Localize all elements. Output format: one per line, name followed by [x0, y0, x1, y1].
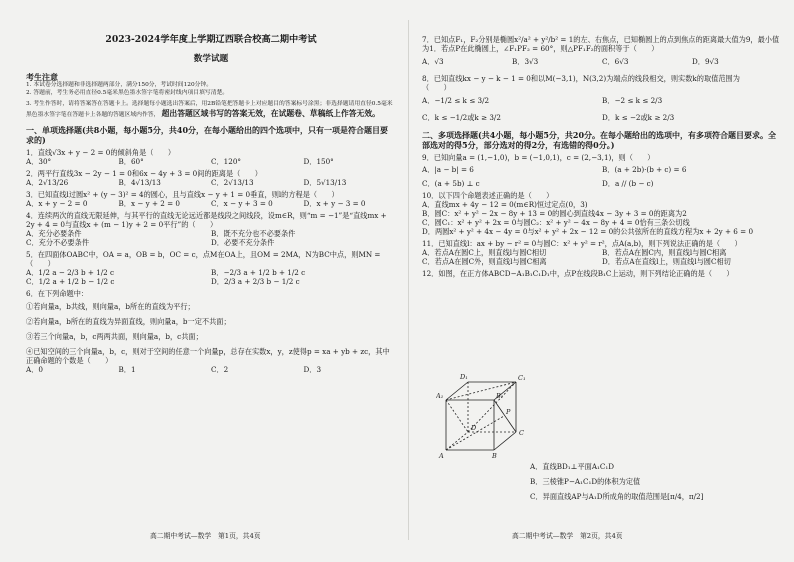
cube-figure: [436, 352, 528, 460]
q5-options: [26, 268, 396, 286]
note-3: 3. 考生作答时，请将答案答在答题卡上。选择题每小题选出答案后，用2B铅笔把答题卡上对应题目的答案标号涂黑；非选择题请用直径0.5毫米黑色墨水签字笔在答题卡上各题的答题区域内作答，: [26, 100, 393, 118]
q2-option-a: A．2√13/26: [26, 178, 69, 188]
q10-option-b: B．圆C：x² + y² − 2x − 8y + 13 = 0的圆心到直线4x − 3y + 3 = 0的距离为2: [422, 209, 687, 218]
cube-label-b1: B₁: [496, 392, 504, 400]
cube-label-b: B: [492, 452, 497, 460]
q11-options: [422, 248, 782, 266]
q8-paren: （ ）: [422, 83, 451, 92]
q6-stem: 6．在下列命题中：: [26, 289, 89, 299]
q7-option-d: D．9√3: [692, 57, 719, 66]
q1-option-a: A．30°: [26, 157, 52, 167]
q4-option-b: B．既不充分也不必要条件: [211, 229, 296, 239]
q7-option-a: A．√3: [422, 57, 444, 66]
q5-stem: 5．在四面体OABC中，OA = a，OB = b，OC = c，点M在OA上，且OM = 2MA，N为BC中点，则MN =: [26, 250, 381, 260]
q2-stem: 2．两平行直线3x − 2y − 1 = 0和6x − 4y + 3 = 0间的距离是（ ）: [26, 169, 262, 179]
question-12: [422, 269, 782, 278]
q5-option-b: B．−2/3 a + 1/2 b + 1/2 c: [211, 268, 306, 278]
q12-option-a: A．直线BD₁⊥平面A₁C₁D: [530, 462, 615, 471]
q6-statement-4: ④已知空间的三个向量a，b，c，则对于空间的任意一个向量p，总存在实数x，y，z使得p = xa + yb + zc，其中: [26, 347, 390, 357]
question-1: [26, 148, 396, 166]
q4-stem: 4．连续两次的直线无限延伸，与其平行的直线无论远近都是线段之间线段，设m∈R，则“m = −1”是“直线mx + 2y + 4 = 0与直线x + (m − 1)y + 2 = 0平行”的（ ）: [26, 211, 387, 230]
q7-option-c: C．6√3: [602, 57, 629, 66]
q9-option-c: C．(a + 5b) ⊥ c: [422, 179, 480, 188]
q9-option-b: B．(a + 2b)·(b + c) = 6: [602, 165, 687, 174]
q7-option-b: B．3√3: [512, 57, 539, 66]
q8-stem: 8．已知直线kx − y − k − 1 = 0和以M(−3,1)，N(3,2)为端点的线段相交，则实数k的取值范围为: [422, 74, 740, 83]
q9-stem: 9．已知向量a = (1,−1,0)，b = (−1,0,1)，c = (2,−3,1)，则（ ）: [422, 153, 655, 162]
q6-option-b: B．1: [118, 365, 136, 375]
right-footer: 高二期中考试—数学 第2页，共4页: [512, 532, 623, 540]
q11-option-d: D．若点A在直线l上，则直线l与圆C相切: [602, 257, 731, 266]
question-5: [26, 250, 396, 286]
cube-edge: [446, 382, 468, 400]
q11-option-a: A．若点A在圆C上，则直线l与圆C相切: [422, 248, 547, 257]
q11-stem: 11．已知直线l：ax + by − r² = 0与圆C：x² + y² = r²，点A(a,b)，则下列说法正确的是（ ）: [422, 239, 742, 248]
q12-option-b: B．三棱锥P−A₁C₁D的体积为定值: [530, 477, 641, 486]
q6-options: [26, 365, 396, 374]
cube-label-d: D: [471, 424, 477, 432]
question-10: [422, 191, 782, 236]
cube-label-p: P: [506, 408, 511, 416]
q3-option-c: C．x − y + 3 = 0: [211, 199, 273, 209]
q4-option-d: D．必要不充分条件: [211, 238, 275, 248]
q2-options: [26, 178, 396, 187]
q9-option-a: A．|a − b| = 6: [422, 165, 474, 174]
question-4: [26, 211, 396, 247]
q9-option-d: D．a // (b − c): [602, 179, 654, 188]
cube-edge: [494, 432, 516, 450]
question-8: [422, 74, 782, 122]
q8-option-d: D．k ≤ −2或k ≥ 2/3: [602, 113, 675, 122]
q8-options: [422, 96, 782, 122]
q11-option-b: B．若点A在圆C内，则直线l与圆C相离: [602, 248, 727, 257]
q6-statement-2: ②若向量a，b所在的直线为异面直线，则向量a，b一定不共面；: [26, 317, 231, 327]
section1-heading: 一、单项选择题(共8小题，每小题5分，共40分，在每小题给出的四个选项中，只有一项是符合题目要求的): [26, 125, 389, 146]
notes-heading: 考生注意: [26, 72, 58, 83]
q6-question: 正确命题的个数是（ ）: [26, 356, 113, 366]
q3-options: [26, 199, 396, 208]
q3-stem: 3．已知直线l过圆x² + (y − 3)² = 4的圆心，且与直线x − y + 1 = 0垂直，则l的方程是（ ）: [26, 190, 339, 200]
q12-options: [530, 462, 780, 501]
question-6: [26, 289, 396, 374]
q5-option-c: C．1/2 a + 1/2 b − 1/2 c: [26, 277, 115, 287]
cube-hidden-edge: [446, 432, 468, 450]
cube-diagonal: [446, 416, 504, 450]
note-2: 2. 答题前，考生务必用直径0.5毫米黑色墨水签字笔将密封线内项目填写清楚。: [26, 90, 229, 97]
q6-statement-1: ①若向量a，b共线，则向量a，b所在的直线为平行；: [26, 302, 195, 312]
note-warning: 超出答题区域书写的答案无效，在试题卷、草稿纸上作答无效。: [161, 108, 380, 118]
q6-statement-3: ③若三个向量a，b，c两两共面，则向量a，b，c共面；: [26, 332, 203, 342]
q10-stem: 10．以下四个命题表述正确的是（ ）: [422, 191, 554, 200]
section2-heading: 二、多项选择题(共4小题，每小题5分，共20分。在每小题给出的选项中，有多项符合题目要求。全部选对的得5分，部分选对的得2分，有选错的得0分。): [422, 130, 777, 150]
q12-option-c: C．异面直线AP与A₁D所成角的取值范围是[π/4，π/2]: [530, 492, 704, 501]
q6-option-d: D．3: [303, 365, 322, 375]
q10-option-c: C．圆C₁：x² + y² + 2x = 0与圆C₂：x² + y² − 4x − 8y + 4 = 0恰有三条公切线: [422, 218, 690, 227]
notes-block: [26, 72, 396, 119]
q10-option-a: A．直线mx + 4y − 12 = 0(m∈R)恒过定点(0，3): [422, 200, 588, 209]
q3-option-d: D．x + y − 3 = 0: [303, 199, 366, 209]
cube-diagonal: [446, 400, 468, 432]
q10-option-d: D．两圆x² + y² + 4x − 4y = 0与x² + y² + 2x − 12 = 0的公共弦所在的直线方程为x + 2y + 6 = 0: [422, 227, 754, 236]
q3-option-b: B．x − y + 2 = 0: [118, 199, 181, 209]
cube-diagonal: [494, 400, 516, 432]
q2-option-d: D．5√13/13: [303, 178, 347, 188]
q7-stem: 7．已知点F₁，F₂分别是椭圆x²/a² + y²/b² = 1的左、右焦点，已知椭圆上的点到焦点的距离最大值为9，最小值为1．若点P在此椭圆上，∠F₁PF₂ = 60°，则△PF₁F₂的面积等于（ ）: [422, 35, 780, 53]
cube-label-a1: A₁: [436, 392, 444, 400]
q1-options: [26, 157, 396, 166]
q5-option-a: A．1/2 a − 2/3 b + 1/2 c: [26, 268, 115, 278]
q5-option-d: D．2/3 a + 2/3 b − 1/2 c: [211, 277, 300, 287]
cube-label-d1: D₁: [460, 373, 468, 381]
page-divider: [408, 20, 409, 540]
q6-option-c: C．2: [211, 365, 229, 375]
q8-option-a: A．−1/2 ≤ k ≤ 3/2: [422, 96, 490, 105]
question-9: [422, 153, 782, 188]
q11-option-c: C．若点A在圆C外，则直线l与圆C相离: [422, 257, 547, 266]
q1-option-c: C．120°: [211, 157, 241, 167]
q6-option-a: A．0: [26, 365, 43, 375]
q5-paren: （ ）: [26, 259, 55, 269]
q4-option-c: C．充分不必要条件: [26, 238, 90, 248]
q12-stem: 12．如图，在正方体ABCD−A₁B₁C₁D₁中，点P在线段B₁C上运动，则下列结论正确的是（ ）: [422, 269, 734, 278]
q3-option-a: A．x + y − 2 = 0: [26, 199, 88, 209]
question-7: [422, 35, 782, 66]
q2-option-b: B．4√13/13: [118, 178, 161, 188]
q1-option-d: D．150°: [303, 157, 334, 167]
q8-option-c: C．k ≤ −1/2或k ≥ 3/2: [422, 113, 501, 122]
q9-options: [422, 165, 782, 188]
q4-options: [26, 229, 396, 247]
q1-stem: 1．直线√3x + y − 2 = 0的倾斜角是（ ）: [26, 148, 176, 158]
q7-options: [422, 57, 782, 66]
cube-label-a: A: [439, 452, 444, 460]
question-2: [26, 169, 396, 187]
q4-option-a: A．充分必要条件: [26, 229, 82, 239]
q1-option-b: B．60°: [118, 157, 144, 167]
question-3: [26, 190, 396, 208]
q8-option-b: B．−2 ≤ k ≤ 2/3: [602, 96, 663, 105]
cube-label-c: C: [519, 429, 524, 437]
cube-label-c1: C₁: [518, 374, 526, 382]
question-11: [422, 239, 782, 266]
left-footer: 高二期中考试—数学 第1页，共4页: [150, 532, 261, 540]
q2-option-c: C．2√13/13: [211, 178, 254, 188]
right-page: [422, 32, 782, 278]
note-1: 1. 本试卷分选择题和非选择题两部分，满分150分，考试时间120分钟。: [26, 82, 213, 89]
left-page: [26, 34, 396, 374]
exam-subtitle: 数学试题: [193, 53, 229, 64]
exam-title: 2023-2024学年度上学期辽西联合校高二期中考试: [105, 34, 317, 45]
